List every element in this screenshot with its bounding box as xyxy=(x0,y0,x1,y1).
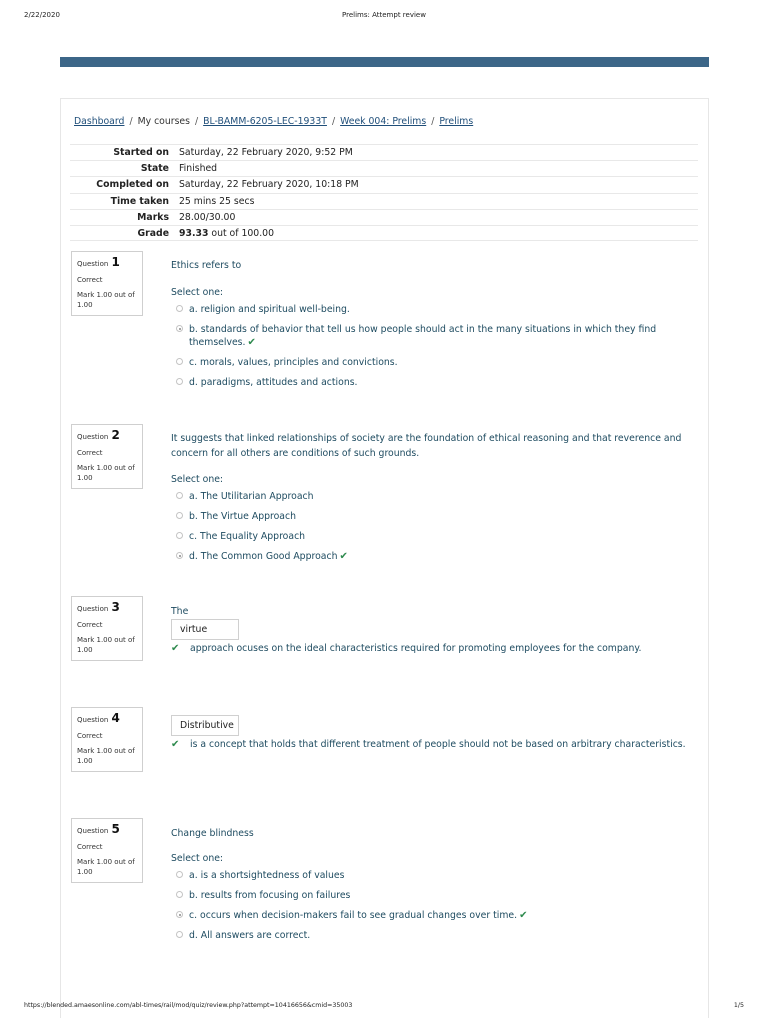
summary-label: Marks xyxy=(137,211,169,223)
question-info-box xyxy=(71,707,143,772)
radio-button[interactable] xyxy=(176,891,183,898)
summary-row-started-on xyxy=(70,144,698,160)
breadcrumb xyxy=(74,116,473,127)
summary-row-time-taken xyxy=(70,193,698,209)
summary-label: Completed on xyxy=(96,179,169,191)
radio-button[interactable] xyxy=(176,492,183,499)
answer-option-text: a. religion and spiritual well-being. xyxy=(189,304,350,315)
breadcrumb-separator: / xyxy=(431,116,435,127)
radio-button[interactable] xyxy=(176,931,183,938)
question-status: Correct xyxy=(77,843,103,851)
summary-row-marks xyxy=(70,209,698,225)
question-text-suffix-row xyxy=(171,642,691,655)
print-page-title: Prelims: Attempt review xyxy=(342,11,426,19)
question-mark: Mark 1.00 out of 1.00 xyxy=(77,636,135,654)
question-label: Question xyxy=(77,716,109,724)
answer-option[interactable] xyxy=(171,909,691,922)
summary-label: State xyxy=(140,163,169,175)
question-text-prefix: The xyxy=(171,606,189,617)
attempt-summary-table xyxy=(70,144,698,241)
correct-check-icon: ✔ xyxy=(171,643,180,654)
question-status: Correct xyxy=(77,449,103,457)
summary-value: Finished xyxy=(179,163,218,175)
summary-label: Time taken xyxy=(110,195,169,207)
answer-option-text: b. results from focusing on failures xyxy=(189,890,351,901)
question-text-suffix-row xyxy=(171,738,691,751)
summary-label: Grade xyxy=(137,227,169,239)
select-one-label: Select one: xyxy=(171,287,224,298)
answer-option-text: b. standards of behavior that tell us how people should act in the many situations in which they find themselves. xyxy=(189,324,657,348)
question-number: 3 xyxy=(111,600,120,614)
correct-check-icon: ✔ xyxy=(171,739,180,750)
question-label: Question xyxy=(77,433,109,441)
answer-option[interactable] xyxy=(171,356,691,369)
question-mark: Mark 1.00 out of 1.00 xyxy=(77,464,135,482)
question-mark: Mark 1.00 out of 1.00 xyxy=(77,291,135,309)
correct-check-icon: ✔ xyxy=(519,910,528,921)
summary-row-completed-on xyxy=(70,176,698,192)
radio-button-selected[interactable] xyxy=(176,325,183,332)
answer-option[interactable] xyxy=(171,323,691,349)
question-text: It suggests that linked relationships of society are the foundation of ethical reasoning and that reverence and concern for all others are conditions of such grounds. xyxy=(171,433,682,459)
radio-button-selected[interactable] xyxy=(176,552,183,559)
question-status: Correct xyxy=(77,621,103,629)
radio-button[interactable] xyxy=(176,358,183,365)
correct-check-icon: ✔ xyxy=(247,337,256,348)
breadcrumb-course-link[interactable]: BL-BAMM-6205-LEC-1933T xyxy=(203,116,327,127)
breadcrumb-my-courses: My courses xyxy=(137,116,190,127)
question-status: Correct xyxy=(77,732,103,740)
question-text-suffix: is a concept that holds that different treatment of people should not be based on arbitrary characteristics. xyxy=(190,739,686,750)
summary-value: Saturday, 22 February 2020, 9:52 PM xyxy=(179,147,353,159)
answer-option[interactable] xyxy=(171,869,691,882)
question-content xyxy=(171,258,691,389)
question-info-box xyxy=(71,424,143,489)
summary-value: 28.00/30.00 xyxy=(179,211,236,223)
summary-label: Started on xyxy=(113,147,169,159)
radio-button[interactable] xyxy=(176,532,183,539)
question-number: 2 xyxy=(111,428,120,442)
answer-option[interactable] xyxy=(171,510,691,523)
grade-value: 93.33 xyxy=(179,227,209,239)
question-number: 5 xyxy=(111,822,120,836)
question-mark: Mark 1.00 out of 1.00 xyxy=(77,747,135,765)
correct-check-icon: ✔ xyxy=(339,551,348,562)
question-mark: Mark 1.00 out of 1.00 xyxy=(77,858,135,876)
answer-input[interactable]: virtue xyxy=(171,619,239,640)
question-content xyxy=(171,431,691,563)
breadcrumb-week-link[interactable]: Week 004: Prelims xyxy=(340,116,427,127)
print-date: 2/22/2020 xyxy=(24,11,60,19)
select-one-label: Select one: xyxy=(171,853,224,864)
site-header-bar xyxy=(60,57,709,67)
answer-option[interactable] xyxy=(171,550,691,563)
select-one-label: Select one: xyxy=(171,474,224,485)
answer-option-text: c. occurs when decision-makers fail to see gradual changes over time. xyxy=(189,910,518,921)
question-text: Change blindness xyxy=(171,828,254,839)
answer-option[interactable] xyxy=(171,929,691,942)
answer-option[interactable] xyxy=(171,530,691,543)
summary-row-state xyxy=(70,160,698,176)
answer-option-text: d. The Common Good Approach xyxy=(189,551,338,562)
print-page-number: 1/5 xyxy=(733,1002,744,1009)
breadcrumb-dashboard-link[interactable]: Dashboard xyxy=(74,116,125,127)
radio-button-selected[interactable] xyxy=(176,911,183,918)
summary-value xyxy=(179,228,274,239)
question-content xyxy=(171,715,691,751)
print-url: https://blended.amaesonline.com/abl-times/rail/mod/quiz/review.php?attempt=10416656&cmid=35003 xyxy=(24,1002,353,1009)
answer-option-text: c. The Equality Approach xyxy=(189,531,306,542)
answer-option[interactable] xyxy=(171,490,691,503)
answer-option[interactable] xyxy=(171,376,691,389)
radio-button[interactable] xyxy=(176,871,183,878)
radio-button[interactable] xyxy=(176,512,183,519)
question-label: Question xyxy=(77,605,109,613)
answer-option-text: a. is a shortsightedness of values xyxy=(189,870,345,881)
question-label: Question xyxy=(77,827,109,835)
question-content xyxy=(171,826,691,942)
question-number: 4 xyxy=(111,711,120,725)
question-text: Ethics refers to xyxy=(171,260,242,271)
answer-option[interactable] xyxy=(171,303,691,316)
answer-option[interactable] xyxy=(171,889,691,902)
breadcrumb-quiz-link[interactable]: Prelims xyxy=(439,116,474,127)
answer-option-text: d. paradigms, attitudes and actions. xyxy=(189,377,358,388)
question-info-box xyxy=(71,818,143,883)
grade-out-of: out of 100.00 xyxy=(208,227,275,239)
answer-option-text: c. morals, values, principles and convictions. xyxy=(189,357,398,368)
breadcrumb-separator: / xyxy=(195,116,199,127)
answer-input[interactable]: Distributive xyxy=(171,715,239,736)
question-label: Question xyxy=(77,260,109,268)
summary-row-grade xyxy=(70,225,698,241)
radio-button[interactable] xyxy=(176,305,183,312)
question-status: Correct xyxy=(77,276,103,284)
print-header xyxy=(0,11,768,23)
summary-value: 25 mins 25 secs xyxy=(179,195,255,207)
summary-value: Saturday, 22 February 2020, 10:18 PM xyxy=(179,179,359,191)
breadcrumb-separator: / xyxy=(129,116,133,127)
question-info-box xyxy=(71,251,143,316)
question-text-suffix: approach ocuses on the ideal characteristics required for promoting employees for the company. xyxy=(190,643,642,654)
answer-option-text: d. All answers are correct. xyxy=(189,930,311,941)
question-info-box xyxy=(71,596,143,661)
print-footer xyxy=(0,1002,768,1014)
breadcrumb-separator: / xyxy=(331,116,336,127)
answer-option-text: a. The Utilitarian Approach xyxy=(189,491,314,502)
question-content xyxy=(171,604,691,655)
answer-option-text: b. The Virtue Approach xyxy=(189,511,297,522)
radio-button[interactable] xyxy=(176,378,183,385)
question-number: 1 xyxy=(111,255,120,269)
